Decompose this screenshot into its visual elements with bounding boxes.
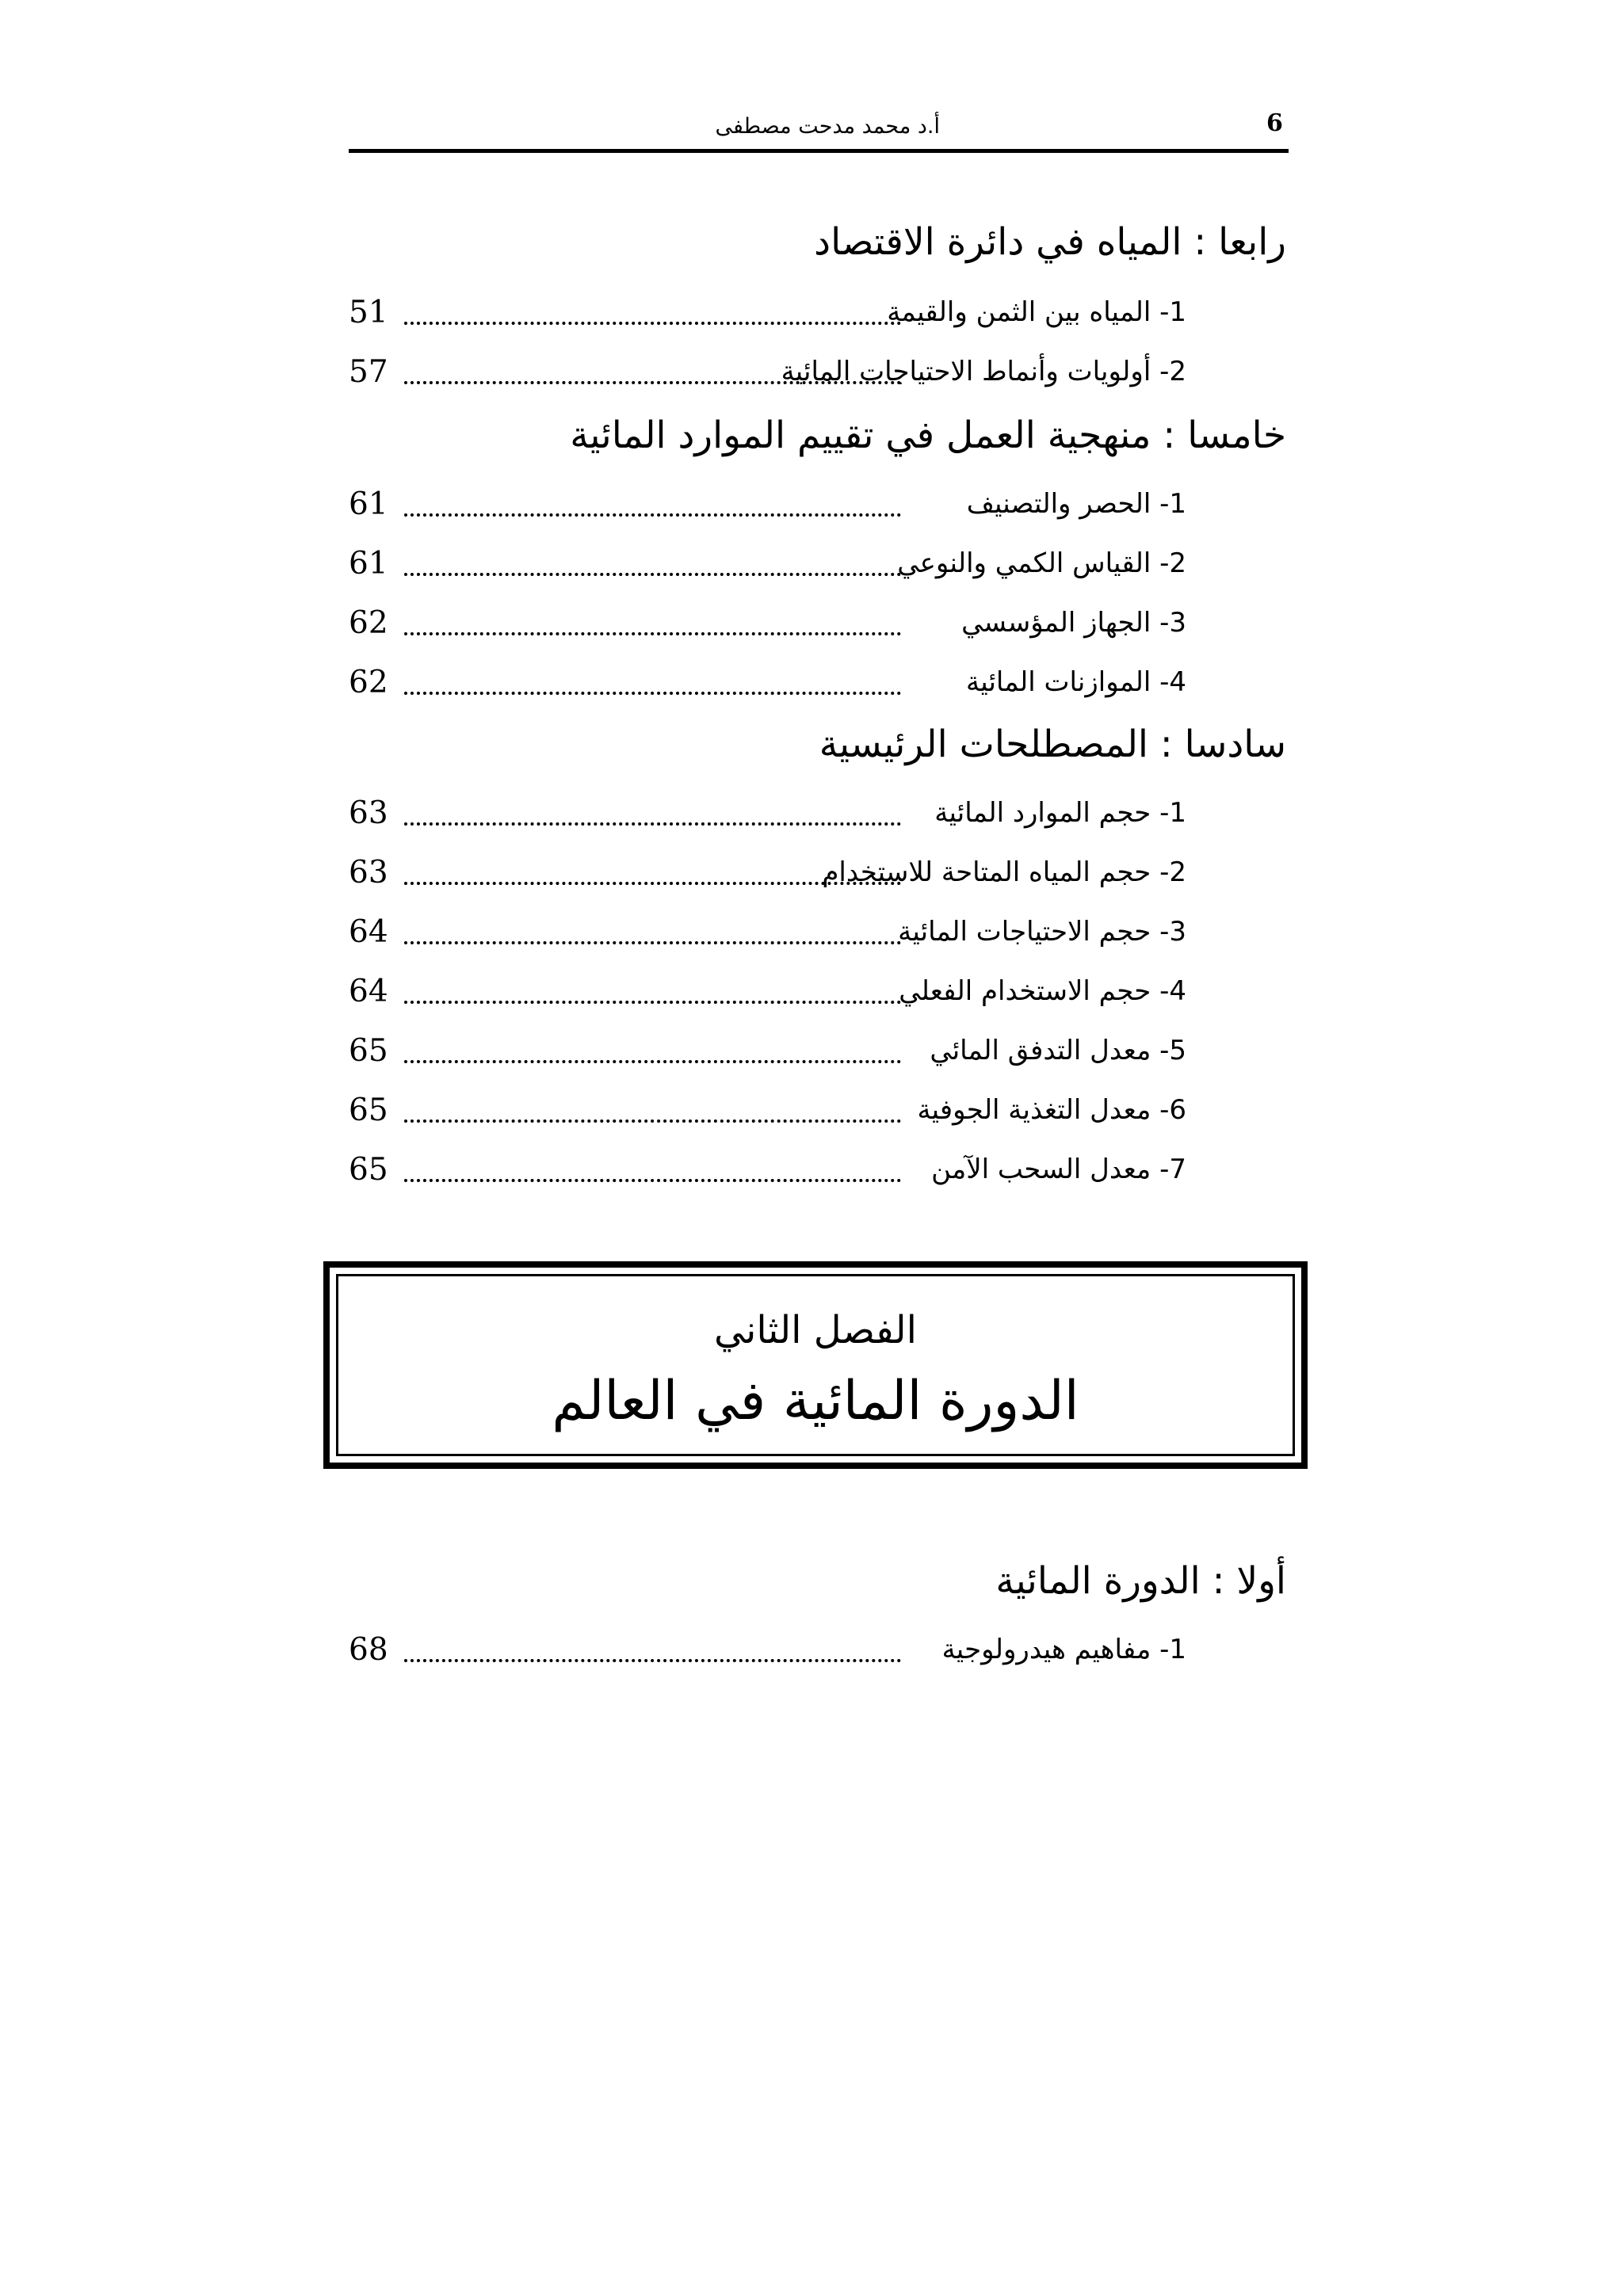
toc-entry-label: 1- مفاهيم هيدرولوجية xyxy=(941,1634,1186,1665)
toc-entry-label: 2- أولويات وأنماط الاحتياجات المائية xyxy=(781,356,1186,387)
toc-entry-label: 4- حجم الاستخدام الفعلي xyxy=(899,975,1186,1007)
toc-entry-label: 3- حجم الاحتياجات المائية xyxy=(898,916,1186,948)
toc-entry-label: 6- معدل التغذية الجوفية xyxy=(917,1094,1186,1126)
toc-entry[interactable] xyxy=(349,1629,1186,1676)
toc-entry[interactable] xyxy=(349,852,1186,899)
toc-entry[interactable] xyxy=(349,1089,1186,1137)
toc-entry-page: 61 xyxy=(349,546,388,582)
toc-entry[interactable] xyxy=(349,662,1186,709)
section-title: أولا : الدورة المائية xyxy=(995,1559,1286,1603)
chapter-title: الدورة المائية في العالم xyxy=(552,1370,1079,1432)
toc-entry-page: 61 xyxy=(349,486,388,522)
toc-entry-page: 63 xyxy=(349,855,388,891)
toc-entry-page: 65 xyxy=(349,1152,388,1188)
toc-entry-page: 68 xyxy=(349,1632,388,1668)
toc-entry[interactable] xyxy=(349,792,1186,840)
toc-entry-page: 63 xyxy=(349,795,388,831)
section-title: سادسا : المصطلحات الرئيسية xyxy=(819,723,1286,766)
toc-entry[interactable] xyxy=(349,351,1186,399)
toc-entry-label: 1- حجم الموارد المائية xyxy=(934,797,1186,829)
dot-leader xyxy=(404,1001,901,1004)
dot-leader xyxy=(404,941,901,944)
toc-entry-page: 57 xyxy=(349,354,388,390)
toc-entry-page: 65 xyxy=(349,1033,388,1069)
dot-leader xyxy=(404,322,901,325)
toc-entry[interactable] xyxy=(349,971,1186,1018)
toc-entry[interactable] xyxy=(349,1149,1186,1196)
dot-leader xyxy=(404,1119,901,1123)
chapter-number: الفصل الثاني xyxy=(714,1308,917,1352)
toc-entry-label: 5- معدل التدفق المائي xyxy=(930,1035,1186,1066)
page-header xyxy=(349,101,1289,153)
toc-entry-label: 1- الحصر والتصنيف xyxy=(966,488,1186,520)
toc-entry[interactable] xyxy=(349,911,1186,959)
author-name: أ.د محمد مدحت مصطفى xyxy=(715,114,940,139)
toc-entry[interactable] xyxy=(349,543,1186,590)
toc-entry-label: 3- الجهاز المؤسسي xyxy=(961,607,1186,639)
toc-entry-label: 1- المياه بين الثمن والقيمة xyxy=(887,296,1186,328)
section-title: رابعا : المياه في دائرة الاقتصاد xyxy=(814,220,1286,264)
toc-entry-label: 7- معدل السحب الآمن xyxy=(931,1154,1186,1185)
section-title: خامسا : منهجية العمل في تقييم الموارد المائية xyxy=(570,414,1286,457)
toc-entry-page: 62 xyxy=(349,605,388,641)
dot-leader xyxy=(404,882,901,885)
chapter-box xyxy=(323,1261,1308,1469)
toc-entry-label: 2- القياس الكمي والنوعي xyxy=(897,547,1186,579)
dot-leader xyxy=(404,1179,901,1182)
dot-leader xyxy=(404,513,901,517)
toc-entry[interactable] xyxy=(349,1030,1186,1077)
page-number: 6 xyxy=(1266,109,1283,137)
toc-entry[interactable] xyxy=(349,483,1186,531)
dot-leader xyxy=(404,1659,901,1662)
toc-entry-page: 51 xyxy=(349,295,388,330)
chapter-box-inner-border xyxy=(336,1274,1295,1456)
toc-entry-page: 64 xyxy=(349,914,388,950)
toc-entry[interactable] xyxy=(349,292,1186,339)
toc-entry-page: 64 xyxy=(349,974,388,1009)
toc-entry[interactable] xyxy=(349,602,1186,650)
dot-leader xyxy=(404,573,901,576)
dot-leader xyxy=(404,692,901,695)
dot-leader xyxy=(404,632,901,635)
toc-entry-label: 2- حجم المياه المتاحة للاستخدام xyxy=(822,856,1186,888)
toc-entry-page: 62 xyxy=(349,665,388,700)
dot-leader xyxy=(404,822,901,826)
toc-entry-label: 4- الموازنات المائية xyxy=(965,666,1186,698)
dot-leader xyxy=(404,1060,901,1063)
toc-entry-page: 65 xyxy=(349,1093,388,1128)
dot-leader xyxy=(404,381,901,384)
